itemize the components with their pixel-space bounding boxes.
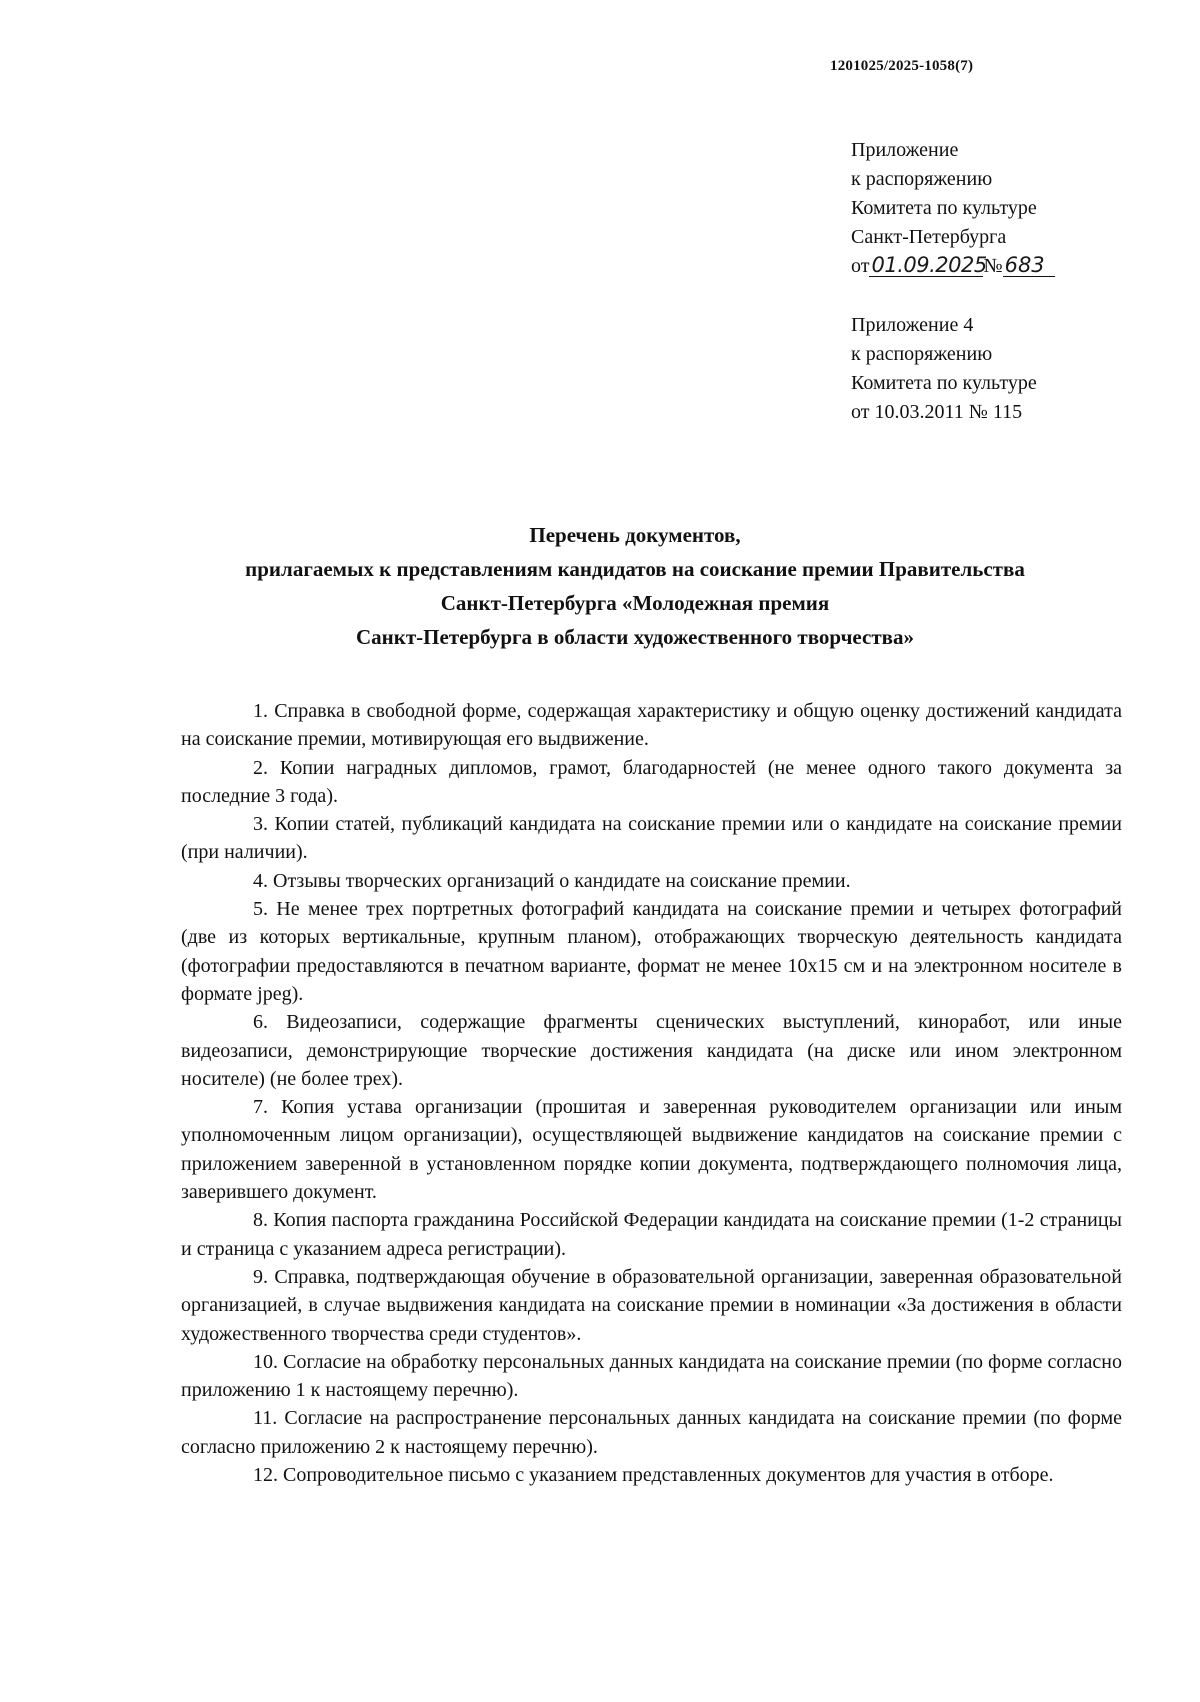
date-prefix: от [851, 255, 870, 277]
number-sign: № [983, 255, 1003, 277]
list-item: 3. Копии статей, публикаций кандидата на соискание премии или о кандидате на соискание премии (при наличии). [181, 813, 1122, 864]
list-item: 9. Справка, подтверждающая обучение в образовательной организации, заверенная образовательной организацией, в случае выдвижения кандидата на соискание премии в номинации «За достижения в области художественного творчества среди студентов». [181, 1265, 1122, 1345]
list-item: 11. Согласие на распространение персональных данных кандидата на соискание премии (по форме согласно приложению 2 к настоящему перечню). [181, 1407, 1122, 1458]
title-line: Санкт-Петербурга «Молодежная премия [440, 591, 830, 615]
annex-line: от 10.03.2011 № 115 [851, 401, 1023, 423]
annex-header-current [851, 136, 1055, 281]
annex-line: Приложение [851, 139, 959, 161]
document-registration-number: 1201025/2025-1058(7) [830, 58, 974, 74]
list-item: 8. Копия паспорта гражданина Российской Федерации кандидата на соискание премии (1-2 страницы и страница с указанием адреса регистрации). [181, 1209, 1122, 1260]
list-item: 5. Не менее трех портретных фотографий кандидата на соискание премии и четырех фотографий (две из которых вертикальные, крупным планом), отображающих творческую деятельность кандидата (фотографии предоставляются в печатном варианте, формат не менее 10x15 см и на электронном носителе в формате jpeg). [181, 898, 1122, 1005]
handwritten-number: 683 [1003, 254, 1055, 277]
annex-line: Комитета по культуре [851, 197, 1037, 219]
annex-line: Комитета по культуре [851, 372, 1037, 394]
list-item: 12. Сопроводительное письмо с указанием представленных документов для участия в отборе. [253, 1464, 1054, 1487]
annex-line: Санкт-Петербурга [851, 226, 1007, 248]
title-line: Санкт-Петербурга в области художественного творчества» [356, 625, 914, 649]
list-item: 2. Копии наградных дипломов, грамот, благодарностей (не менее одного такого документа за последние 3 года). [181, 756, 1122, 807]
annex-line: к распоряжению [851, 343, 993, 365]
list-item: 6. Видеозаписи, содержащие фрагменты сценических выступлений, киноработ, или иные видеозаписи, демонстрирующие творческие достижения кандидата (на диске или ином электронном носителе) (не более трех). [181, 1011, 1122, 1090]
title-line: прилагаемых к представлениям кандидатов на соискание премии Правительства [245, 557, 1025, 581]
document-list [181, 697, 1122, 1489]
document-title [170, 518, 1100, 654]
annex-date-line [851, 252, 1055, 281]
annex-line: к распоряжению [851, 168, 993, 190]
list-item: 1. Справка в свободной форме, содержащая характеристику и общую оценку достижений кандидата на соискание премии, мотивирующая его выдвижение. [181, 700, 1122, 751]
list-item: 4. Отзывы творческих организаций о кандидате на соискание премии. [253, 869, 851, 892]
annex-line: Приложение 4 [851, 314, 974, 336]
annex-header-original [851, 311, 1037, 427]
list-item: 10. Согласие на обработку персональных данных кандидата на соискание премии (по форме согласно приложению 1 к настоящему перечню). [181, 1350, 1122, 1402]
handwritten-date: 01.09.2025 [871, 253, 987, 277]
list-item: 7. Копия устава организации (прошитая и заверенная руководителем организации или иным уполномоченным лицом организации), осуществляющей выдвижение кандидатов на соискание премии с приложением заверенной в установленном порядке копии документа, подтверждающего полномочия лица, заверившего документ. [181, 1096, 1122, 1204]
title-line: Перечень документов, [529, 523, 741, 547]
